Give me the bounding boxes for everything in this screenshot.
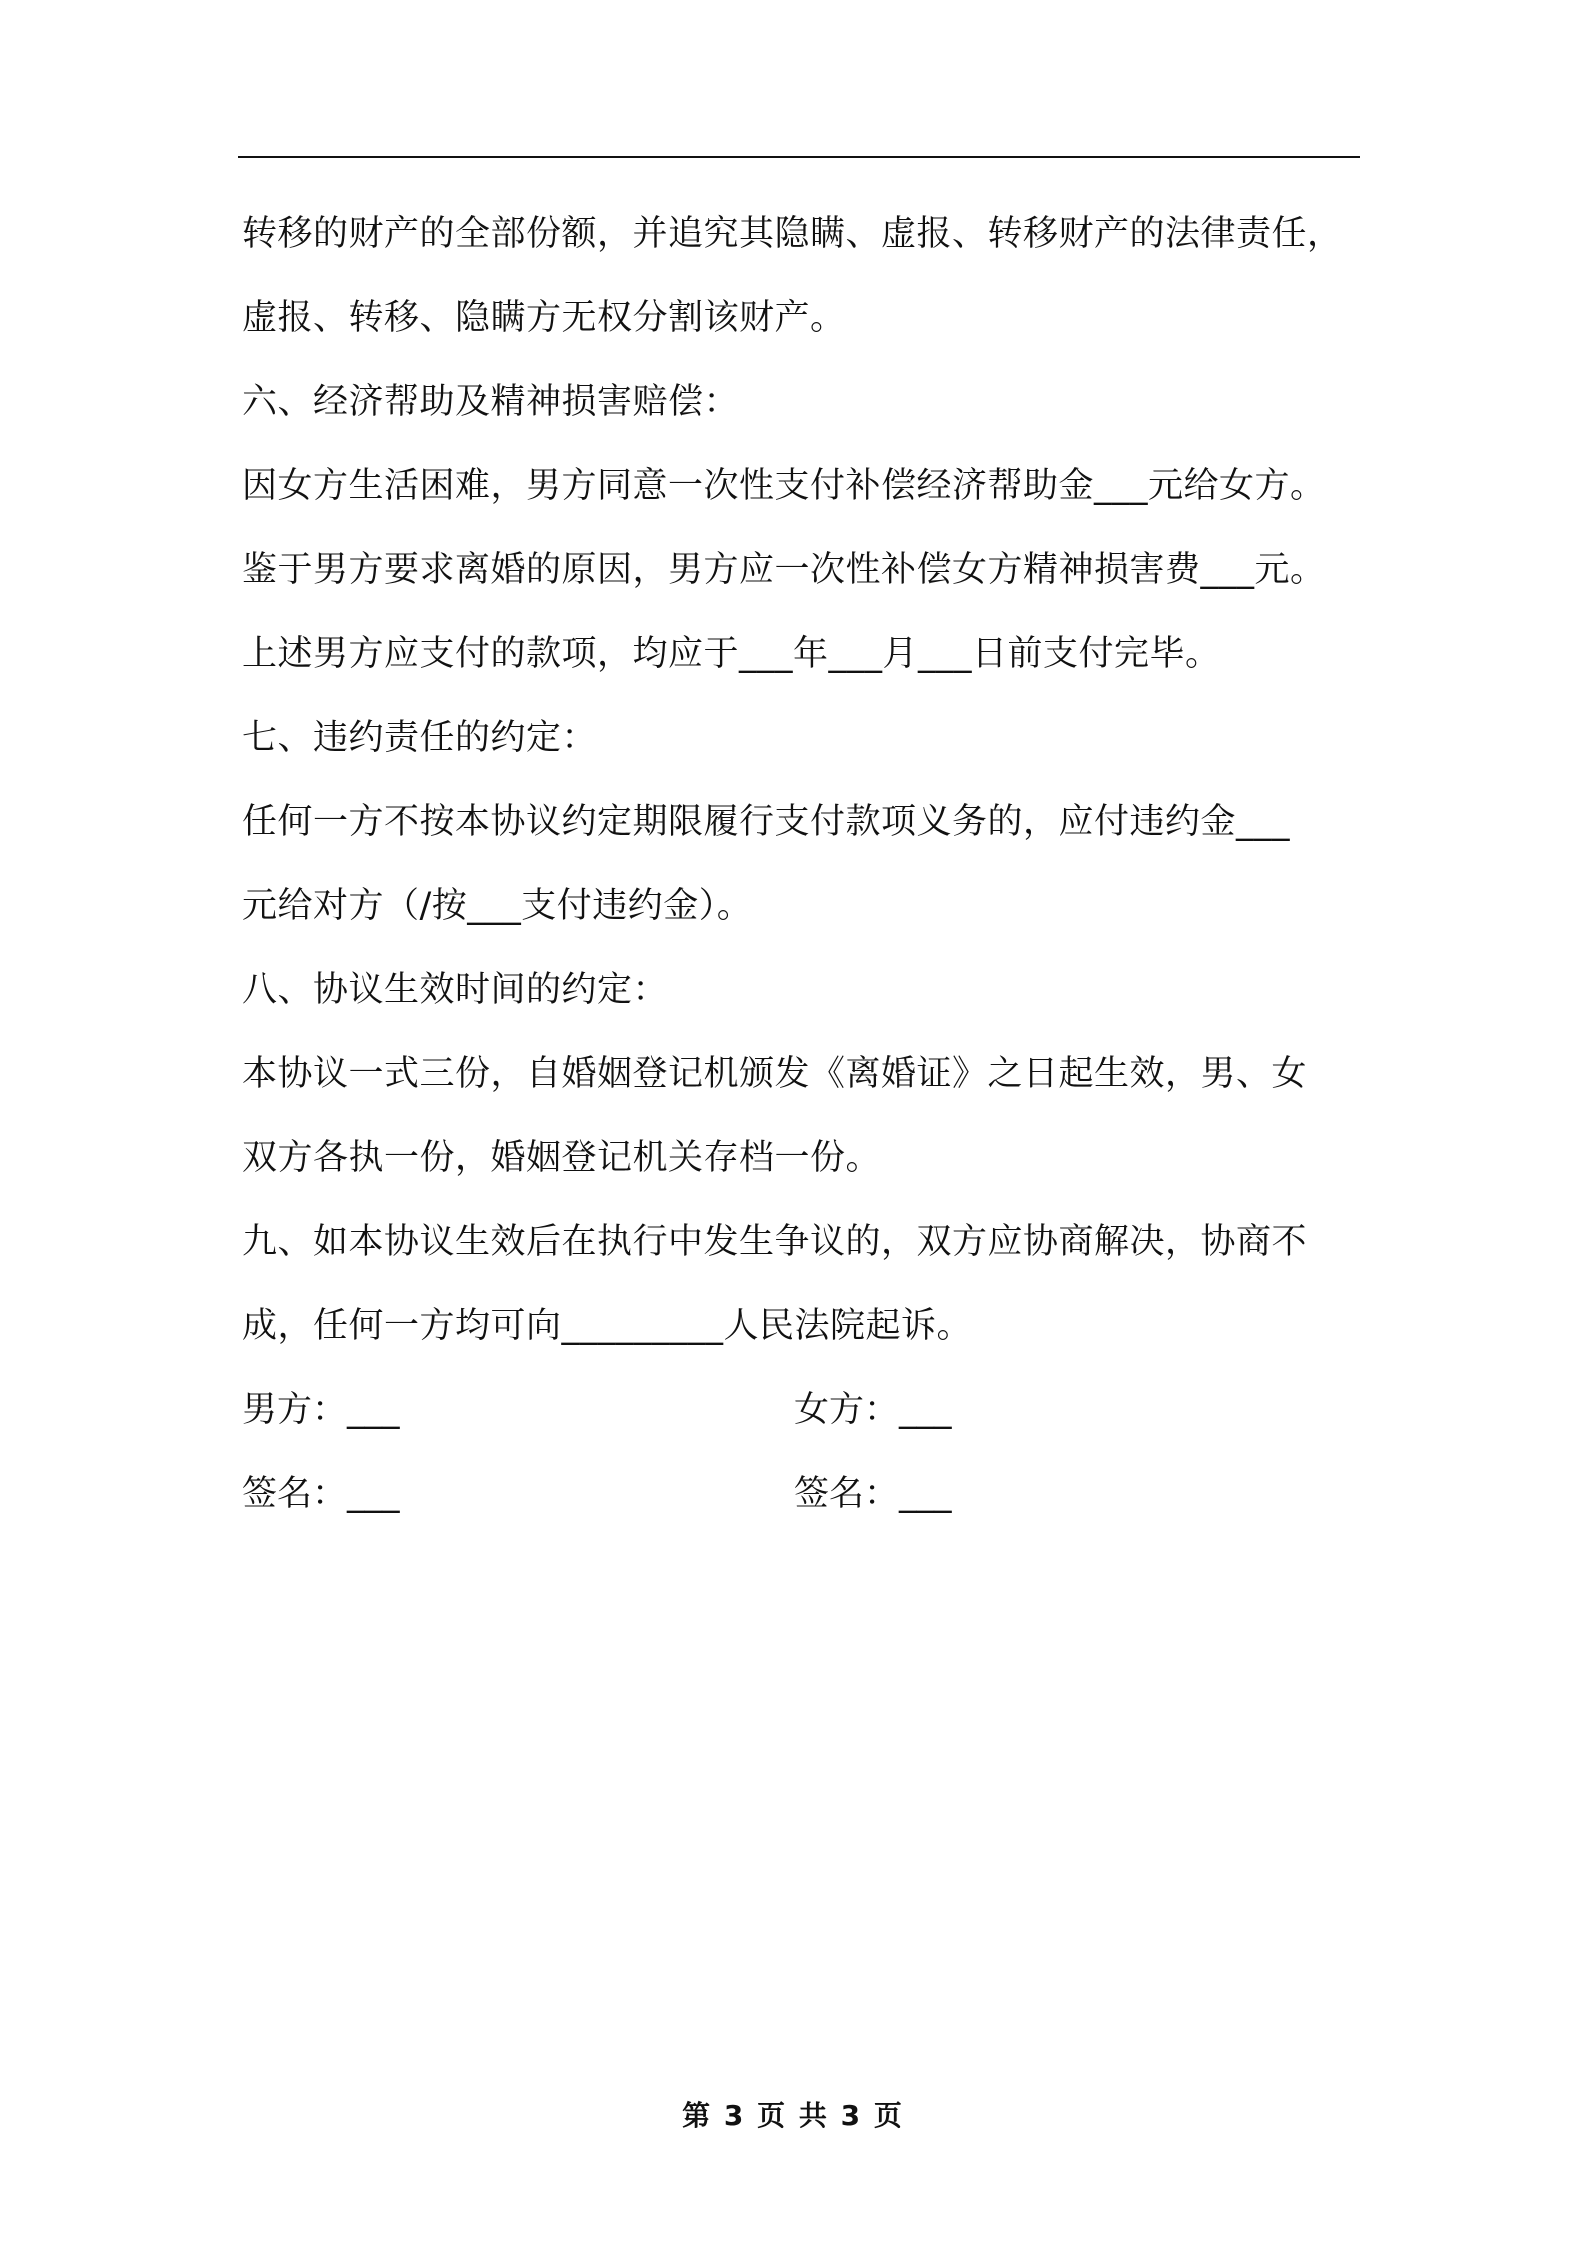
- paragraph-line: 任何一方不按本协议约定期限履行支付款项义务的，应付违约金___: [242, 802, 1291, 842]
- signature-row: [242, 1452, 1382, 1536]
- paragraph-line: 虚报、转移、隐瞒方无权分割该财产。: [242, 298, 846, 338]
- female-party-label: 女方：___: [794, 1390, 952, 1430]
- paragraph-line: 鉴于男方要求离婚的原因，男方应一次性补偿女方精神损害费___元。: [242, 550, 1326, 590]
- paragraph-line: 九、如本协议生效后在执行中发生争议的，双方应协商解决，协商不: [242, 1222, 1308, 1262]
- paragraph-line: 元给对方（/按___支付违约金）。: [242, 886, 753, 926]
- section-heading: 七、违约责任的约定：: [242, 718, 598, 758]
- paragraph-line: 转移的财产的全部份额，并追究其隐瞒、虚报、转移财产的法律责任，: [242, 214, 1343, 254]
- header-rule: [238, 156, 1360, 158]
- document-body: [242, 192, 1382, 1536]
- male-signature-label: 签名：___: [242, 1474, 400, 1514]
- section-heading: 六、经济帮助及精神损害赔偿：: [242, 382, 740, 422]
- section-heading: 八、协议生效时间的约定：: [242, 970, 669, 1010]
- male-party-label: 男方：___: [242, 1390, 400, 1430]
- female-signature-label: 签名：___: [794, 1474, 952, 1514]
- paragraph-line: 因女方生活困难，男方同意一次性支付补偿经济帮助金___元给女方。: [242, 466, 1326, 506]
- party-row: [242, 1368, 1382, 1452]
- paragraph-line: 双方各执一份，婚姻登记机关存档一份。: [242, 1138, 882, 1178]
- paragraph-line: 上述男方应支付的款项，均应于___年___月___日前支付完毕。: [242, 634, 1221, 674]
- page-number-footer: 第 3 页 共 3 页: [682, 2099, 904, 2132]
- paragraph-line: 成，任何一方均可向_________人民法院起诉。: [242, 1306, 973, 1346]
- paragraph-line: 本协议一式三份，自婚姻登记机颁发《离婚证》之日起生效，男、女: [242, 1054, 1308, 1094]
